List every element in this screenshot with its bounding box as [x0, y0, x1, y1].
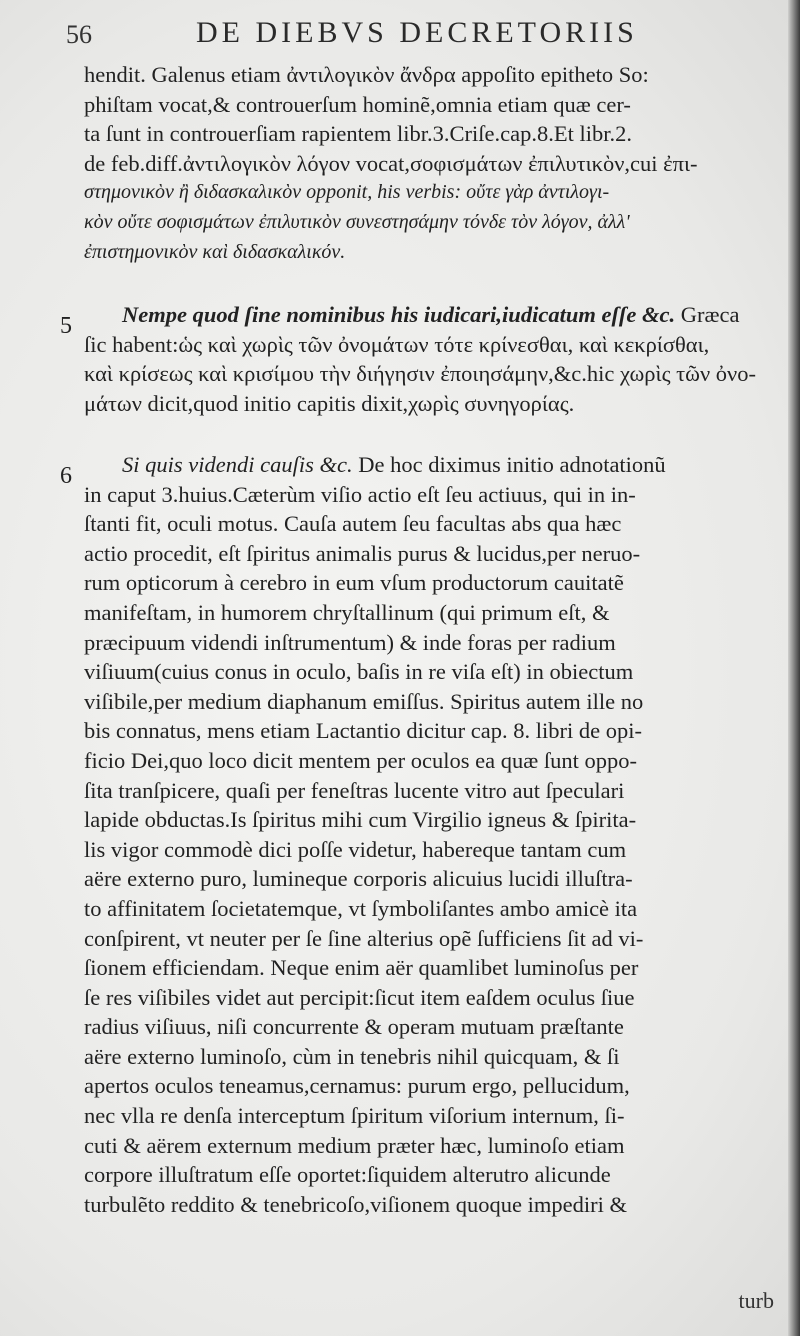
text-line: στημονικὸν ἢ διδασκαλικὸν opponit, his verbis: οὔτε γὰρ ἀντιλογι-	[84, 181, 610, 204]
text-line: in caput 3.huius.Cæterùm viſio actio eſt ſeu actiuus, qui in in-	[84, 481, 636, 507]
text-line	[84, 1219, 784, 1249]
lemma: Si quis videndi cauſis &c.	[122, 452, 353, 477]
text-line: nec vlla re denſa interceptum ſpiritum viſorium internum, ſi-	[84, 1103, 625, 1129]
text-line: ſita tranſpicere, quaſi per feneſtras lucente vitro aut ſpeculari	[84, 777, 625, 803]
text-line: hendit. Galenus etiam ἀντιλογικὸν ἄνδρα appoſito epitheto So:	[84, 62, 649, 87]
paragraph-continuation	[84, 60, 784, 267]
text-line: aëre externo luminoſo, cùm in tenebris nihil quicquam, & ſi	[84, 1043, 620, 1069]
text-line: καὶ κρίσεως καὶ κρισίμου τὴν διήγησιν ἐποιησάμην,&c.hic χωρὶς τῶν ὀνο-	[84, 361, 756, 387]
text-fragment: Græca	[680, 302, 740, 327]
catchword: turb	[738, 1288, 774, 1313]
text-line: ἐπιστημονικὸν καὶ διδασκαλικόν.	[84, 240, 346, 263]
text-line: corpore illuſtratum eſſe oportet:ſiquidem alterutro alicunde	[84, 1162, 611, 1188]
text-line: apertos oculos teneamus,cernamus: purum ergo, pellucidum,	[84, 1073, 630, 1099]
text-line: ta ſunt in controuerſiam rapientem libr.3.Criſe.cap.8.Et libr.2.	[84, 121, 632, 147]
page-header	[66, 14, 766, 54]
text-line: bis connatus, mens etiam Lactantio dicitur cap. 8. libri de opi-	[84, 718, 642, 744]
text-line	[84, 450, 784, 480]
text-line: conſpirent, vt neuter per ſe ſine alterius opẽ ſufficiens ſit ad vi-	[84, 925, 644, 951]
text-line: turbulẽto reddito & tenebricoſo,viſionem quoque impediri &	[84, 1191, 628, 1217]
text-line: aëre externo puro, lumineque corporis alicuius lucidi illuſtra-	[84, 866, 633, 892]
margin-note-number: 5	[60, 313, 72, 339]
text-line: rum opticorum à cerebro in eum vſum productorum cauitatẽ	[84, 570, 624, 596]
text-line: viſiuum(cuius conus in oculo, baſis in re viſa eſt) in obiectum	[84, 659, 634, 685]
text-line: de feb.diff.ἀντιλογικὸν λόγον vocat,σοφισμάτων ἐπιλυτικὸν,cui ἐπι-	[84, 150, 698, 176]
text-line: κὸν οὔτε σοφισμάτων ἐπιλυτικὸν συνεστησάμην τόνδε τὸν λόγον, ἀλλ'	[84, 210, 630, 233]
text-line: præcipuum videndi inſtrumentum) & inde foras per radium	[84, 629, 616, 655]
page-edge-shadow	[788, 0, 800, 1336]
text-line	[84, 300, 784, 330]
text-line: actio procedit, eſt ſpiritus animalis purus & lucidus,per neruo-	[84, 540, 641, 566]
text-line: to affinitatem ſocietatemque, vt ſymboliſantes ambo amicè ita	[84, 895, 638, 921]
text-line: ſionem efficiendam. Neque enim aër quamlibet luminoſus per	[84, 955, 639, 981]
text-line: lapide obductas.Is ſpiritus mihi cum Virgilio igneus & ſpirita-	[84, 807, 637, 833]
text-line: ſe res viſibiles videt aut percipit:ſicut item eaſdem oculus ſiue	[84, 984, 635, 1010]
lemma: Nempe quod ſine nominibus his iudicari,iudicatum eſſe &c.	[122, 302, 676, 327]
text-fragment: De hoc diximus initio adnotationũ	[358, 452, 666, 477]
text-line: radius viſiuus, niſi concurrente & operam mutuam præſtante	[84, 1014, 624, 1040]
text-line: phiſtam vocat,& controuerſum hominẽ,omnia etiam quæ cer-	[84, 91, 631, 117]
running-head: DE DIEBVS DECRETORIIS	[196, 16, 638, 49]
annotation-section-5	[84, 300, 784, 418]
text-line: ſtanti fit, oculi motus. Cauſa autem ſeu facultas abs qua hæc	[84, 511, 622, 537]
text-line: ſic habent:ὡς καὶ χωρὶς τῶν ὀνομάτων τότε κρίνεσθαι, καὶ κεκρίσθαι,	[84, 331, 710, 357]
text-line: lis vigor commodè dici poſſe videtur, habereque tantam cum	[84, 836, 627, 862]
text-line: manifeſtam, in humorem chryſtallinum (qui primum eſt, &	[84, 599, 610, 625]
text-line: ficio Dei,quo loco dicit mentem per oculos ea quæ ſunt oppo-	[84, 747, 637, 773]
page-number: 56	[66, 20, 92, 49]
text-line: cuti & aërem externum medium præter hæc, luminoſo etiam	[84, 1132, 625, 1158]
text-line: μάτων dicit,quod initio capitis dixit,χωρὶς συνηγορίας.	[84, 390, 575, 416]
text-line: viſibile,per medium diaphanum emiſſus. Spiritus autem ille no	[84, 688, 644, 714]
annotation-section-6	[84, 450, 784, 1249]
margin-note-number: 6	[60, 463, 72, 489]
